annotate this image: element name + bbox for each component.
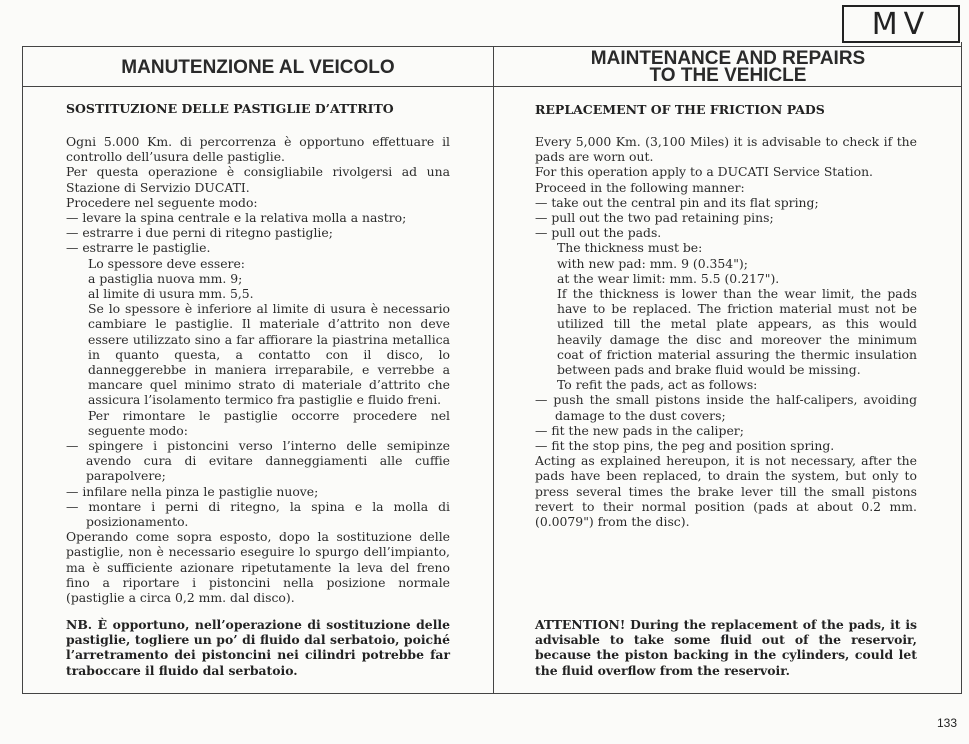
left-paragraph: Ogni 5.000 Km. di percorrenza è opportuno effettuare il controllo dell’usura delle pastiglie. bbox=[66, 134, 450, 165]
right-header-line1: MAINTENANCE AND REPAIRS bbox=[590, 48, 866, 69]
left-paragraph: Per rimontare le pastiglie occorre procedere nel seguente modo: bbox=[88, 407, 450, 438]
left-note: NB. È opportuno, nell’operazione di sostituzione delle pastiglie, togliere un po’ di fluido dal serbatoio, poiché l’arretramento dei pistoncini nei cilindri potrebbe far traboccare il fluido dal serbatoio. bbox=[66, 617, 450, 678]
right-note: ATTENTION! During the replacement of the pads, it is advisable to take some fluid out of the reservoir, because the piston backing in the cylinders, could let the fluid overflow from the reservoir. bbox=[535, 617, 917, 678]
left-paragraph: Per questa operazione è consigliabile rivolgersi ad una Stazione di Servizio DUCATI. bbox=[66, 164, 450, 195]
left-paragraph: — estrarre i due perni di ritegno pastiglie; bbox=[66, 225, 333, 241]
left-paragraph: — estrarre le pastiglie. bbox=[66, 240, 211, 256]
center-divider bbox=[493, 46, 494, 694]
right-paragraph: Proceed in the following manner: bbox=[535, 179, 745, 195]
right-paragraph: For this operation apply to a DUCATI Service Station. bbox=[535, 164, 873, 180]
left-frame-rule bbox=[22, 46, 23, 694]
right-paragraph: If the thickness is lower than the wear limit, the pads have to be replaced. The friction material must not be utilized till the metal plate appears, as this would heavily damage the disc and moreover the minimum coat of friction material assuring the thermic insulation between pads and brake fluid would be missing. bbox=[557, 286, 917, 378]
left-header: MANUTENZIONE AL VEICOLO bbox=[121, 57, 395, 78]
left-paragraph: a pastiglia nuova mm. 9; bbox=[88, 270, 243, 286]
right-paragraph: — push the small pistons inside the half-calipers, avoiding damage to the dust covers; bbox=[535, 392, 917, 423]
right-paragraph: To refit the pads, act as follows: bbox=[557, 377, 758, 393]
right-paragraph: — fit the new pads in the caliper; bbox=[535, 422, 744, 438]
left-paragraph: Se lo spessore è inferiore al limite di usura è necessario cambiare le pastiglie. Il materiale d’attrito non deve essere utilizzato sino a far affiorare la piastrina metallica in quanto questa, a contatto con il disco, lo danneggerebbe in maniera irreparabile, e verrebbe a mancare quel minimo strato di materiale d’attrito che assicura l’isolamento termico fra pastiglie e fluido freni. bbox=[88, 301, 450, 408]
right-paragraph: — fit the stop pins, the peg and position spring. bbox=[535, 438, 835, 454]
left-subtitle: SOSTITUZIONE DELLE PASTIGLIE D’ATTRITO bbox=[66, 101, 394, 116]
mv-logo: MV bbox=[842, 5, 960, 43]
left-paragraph: Operando come sopra esposto, dopo la sostituzione delle pastiglie, non è necessario eseguire lo spurgo dell’impianto, ma è sufficiente azionare ripetutamente la leva del freno fino a riportare i pistoncini nella posizione normale (pastiglie a circa 0,2 mm. dal disco). bbox=[66, 529, 450, 606]
right-header bbox=[495, 50, 961, 84]
top-rule bbox=[22, 46, 962, 47]
left-paragraph: al limite di usura mm. 5,5. bbox=[88, 286, 254, 302]
bottom-rule bbox=[22, 693, 962, 694]
page-number: 133 bbox=[936, 716, 957, 730]
right-paragraph: with new pad: mm. 9 (0.354"); bbox=[557, 255, 748, 271]
right-subtitle: REPLACEMENT OF THE FRICTION PADS bbox=[535, 102, 825, 117]
left-paragraph: — montare i perni di ritegno, la spina e la molla di posizionamento. bbox=[66, 498, 450, 530]
right-paragraph: — pull out the pads. bbox=[535, 225, 662, 241]
left-paragraph: — infilare nella pinza le pastiglie nuove; bbox=[66, 483, 319, 499]
header-bottom-rule bbox=[22, 86, 962, 87]
right-frame-rule bbox=[961, 42, 962, 694]
right-paragraph: — take out the central pin and its flat spring; bbox=[535, 194, 819, 210]
left-paragraph: — spingere i pistoncini verso l’interno delle semipinze avendo cura di evitare danneggiamenti alle cuffie parapolvere; bbox=[66, 438, 450, 484]
left-body bbox=[66, 134, 450, 605]
right-paragraph: — pull out the two pad retaining pins; bbox=[535, 210, 774, 226]
right-paragraph: at the wear limit: mm. 5.5 (0.217"). bbox=[557, 270, 780, 286]
left-paragraph: — levare la spina centrale e la relativa molla a nastro; bbox=[66, 210, 407, 226]
right-paragraph: Acting as explained hereupon, it is not necessary, after the pads have been replaced, to drain the system, but only to press several times the brake lever till the small pistons revert to their normal position (pads at about 0.2 mm. (0.0079") from the disc). bbox=[535, 453, 917, 530]
right-body bbox=[535, 134, 917, 529]
left-paragraph: Lo spessore deve essere: bbox=[88, 255, 245, 271]
left-paragraph: Procedere nel seguente modo: bbox=[66, 194, 258, 210]
right-paragraph: The thickness must be: bbox=[557, 240, 703, 256]
right-header-line2: TO THE VEHICLE bbox=[649, 65, 807, 86]
right-paragraph: Every 5,000 Km. (3,100 Miles) it is advisable to check if the pads are worn out. bbox=[535, 134, 917, 165]
